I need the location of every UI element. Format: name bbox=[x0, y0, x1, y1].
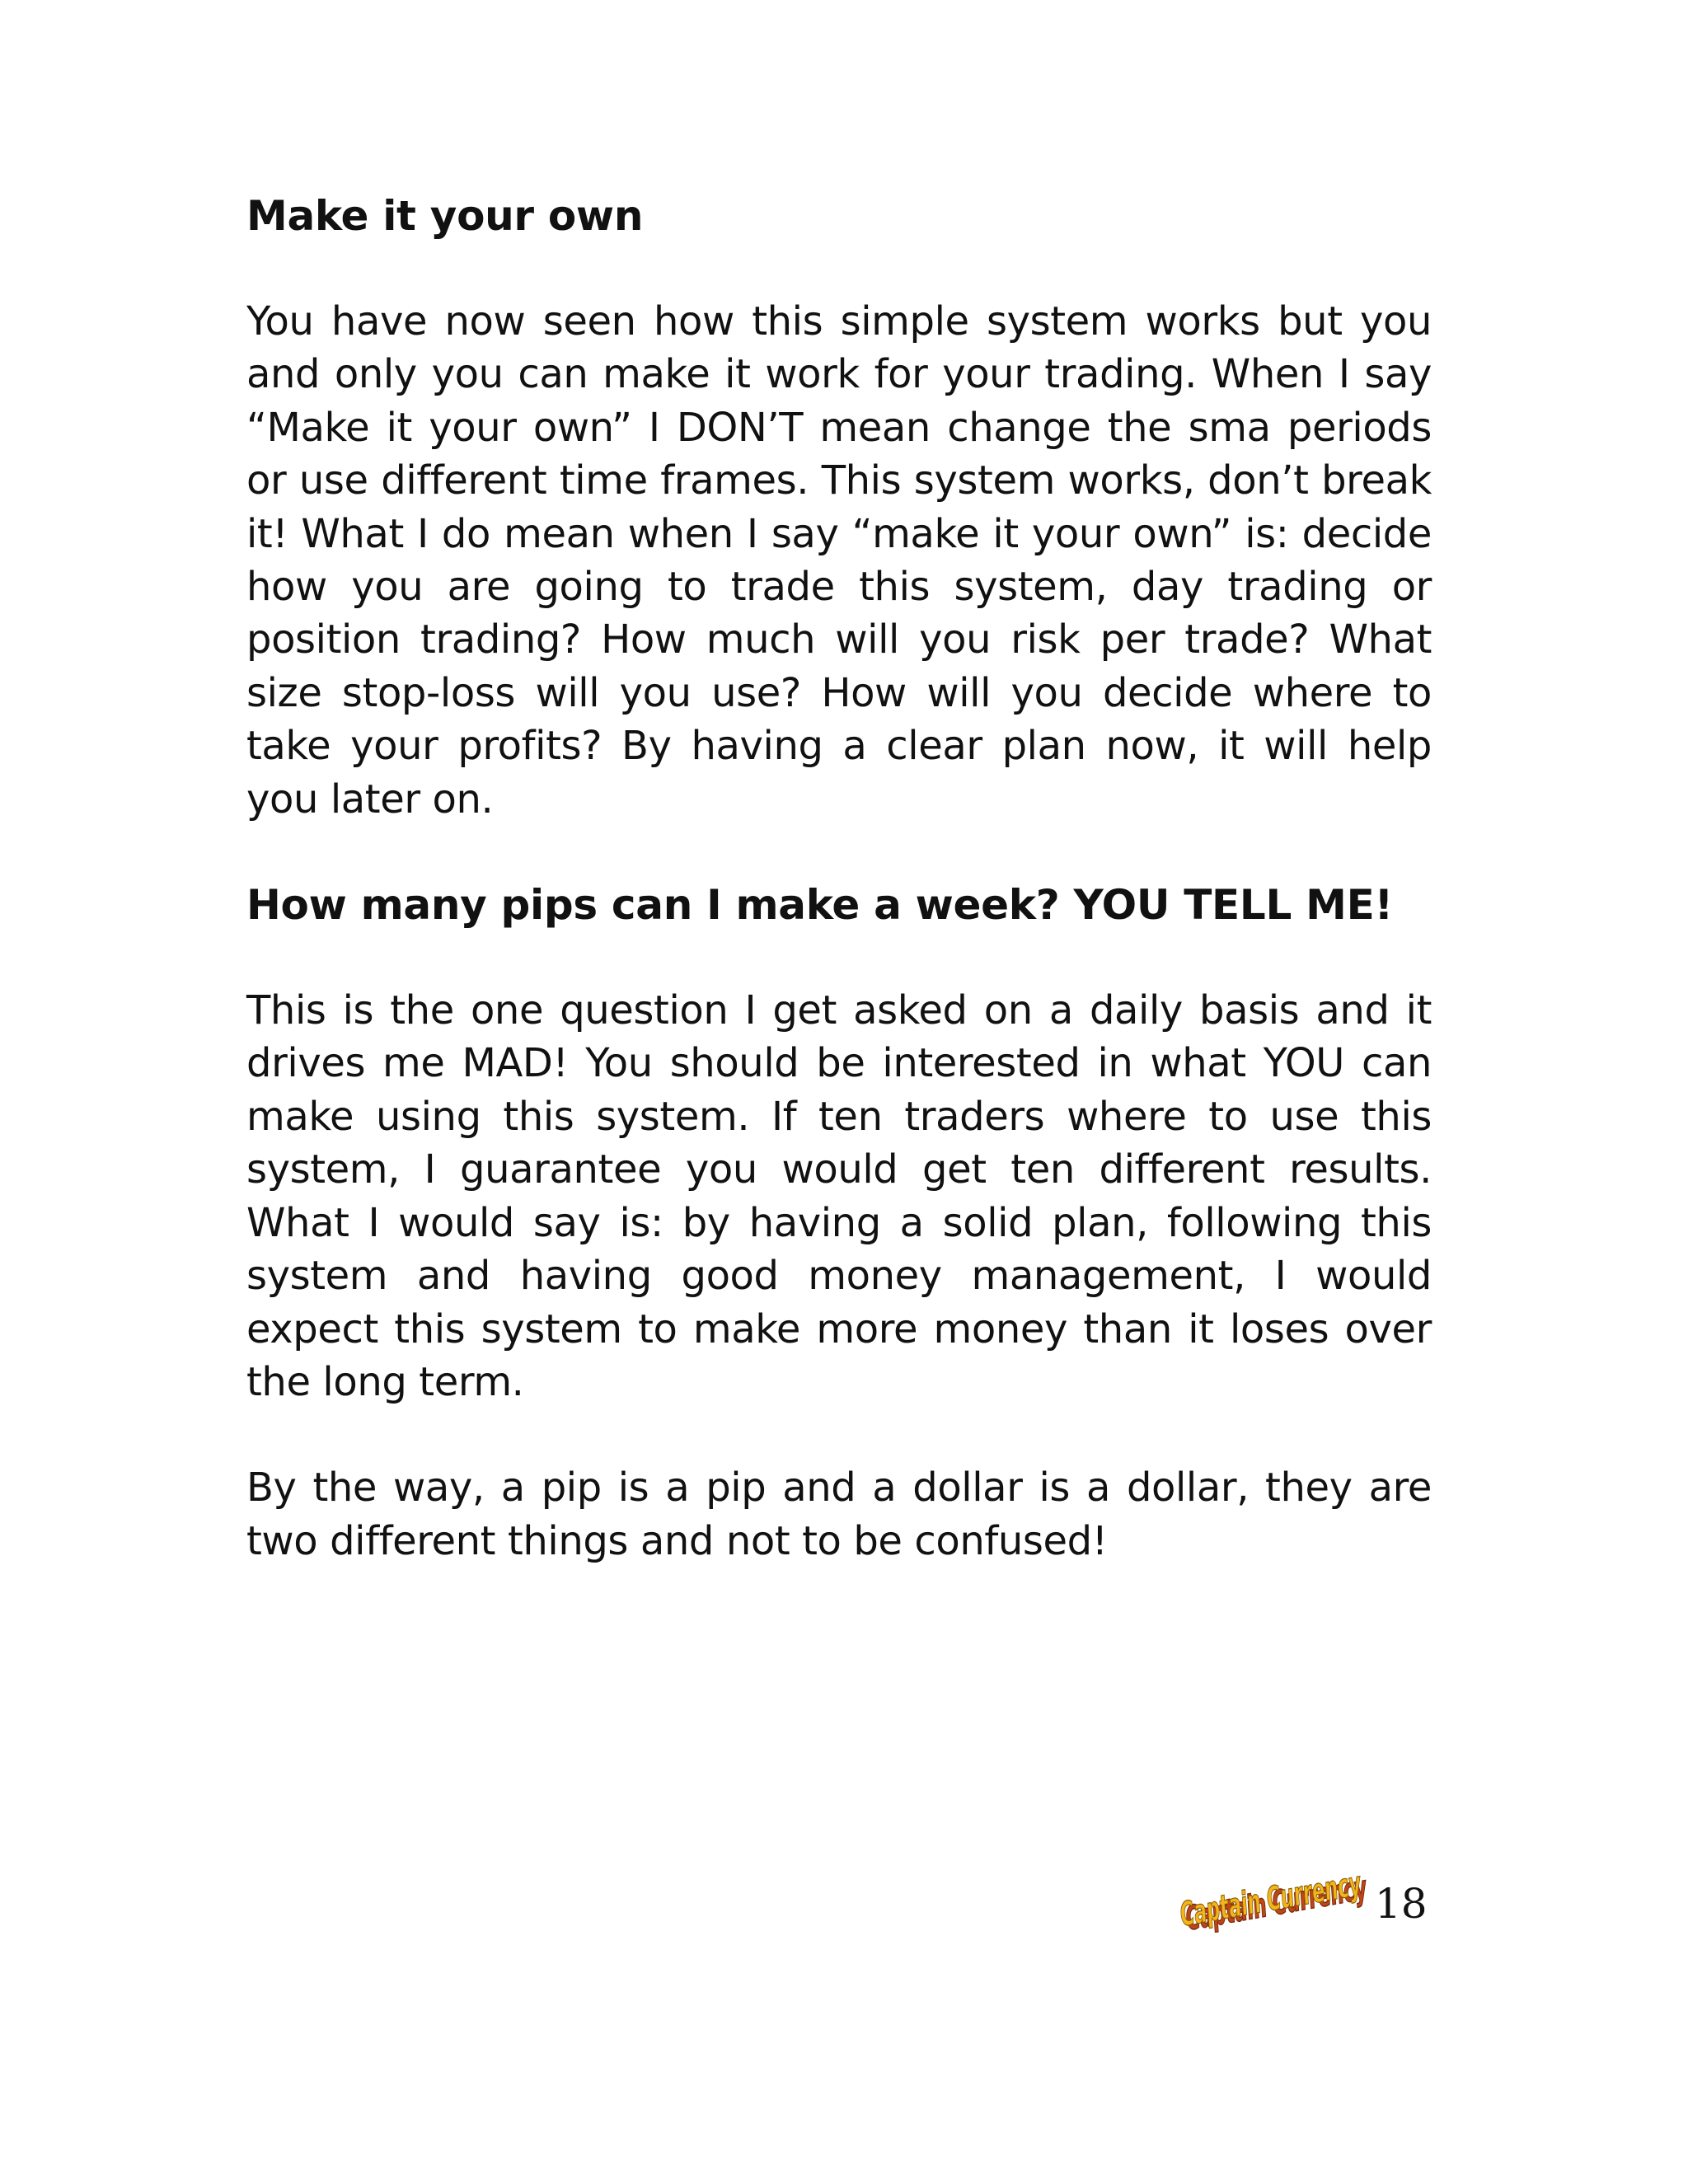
page-number: 18 bbox=[1375, 1880, 1428, 1928]
paragraph: This is the one question I get asked on a daily basis and it drives me MAD! You should be interested in what YOU can make using this system. If ten traders where to use this system, I guarantee you would get ten different results. What I would say is: by having a solid plan, following this system and having good money management, I would expect this system to make more money than it loses over the long term. bbox=[246, 987, 1432, 1405]
paragraph: By the way, a pip is a pip and a dollar is a dollar, they are two different things and not to be confused! bbox=[246, 1465, 1432, 1564]
paragraph: You have now seen how this simple system works but you and only you can make it work for your trading. When I say “Make it your own” I DON’T mean change the sma periods or use different time frames. This system works, don’t break it! What I do mean when I say “make it your own” is: decide how you are going to trade this system, day trading or position trading? How much will you risk per trade? What size stop-loss will you use? How will you decide where to take your profits? By having a clear plan now, it will help you later on. bbox=[246, 298, 1432, 823]
captain-currency-logo bbox=[1170, 1842, 1376, 1933]
logo-image bbox=[1170, 1842, 1376, 1933]
svg-text:Captain Currency: Captain Currency bbox=[1183, 1844, 1376, 1933]
svg-text:Captain Currency: Captain Currency bbox=[1177, 1842, 1376, 1933]
section-heading: How many pips can I make a week? YOU TELL ME! bbox=[246, 881, 1393, 930]
section-heading: Make it your own bbox=[246, 192, 644, 240]
document-page bbox=[246, 190, 1432, 1568]
